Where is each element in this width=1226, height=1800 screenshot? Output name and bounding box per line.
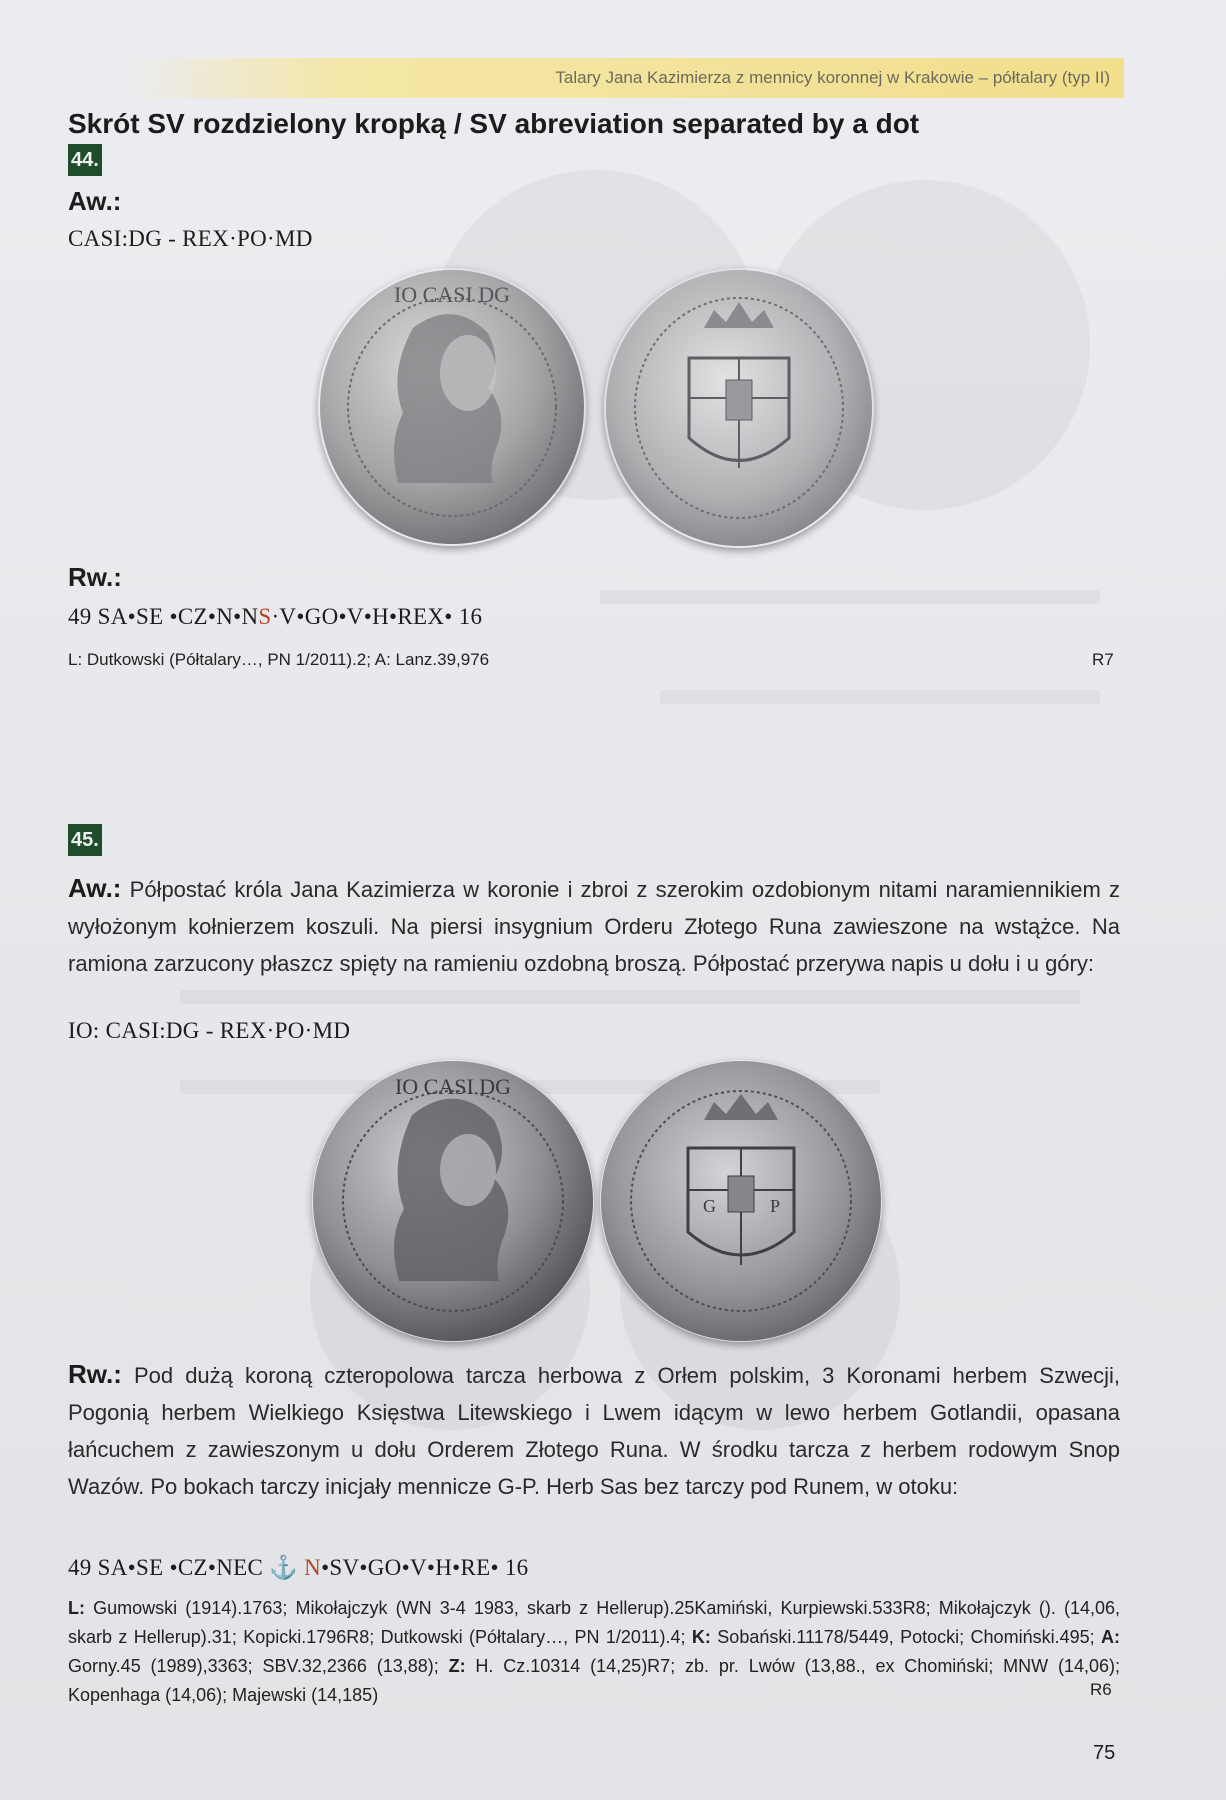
reverse-legend — [68, 604, 482, 630]
bleed-through-line — [180, 990, 1080, 1004]
running-header-text: Talary Jana Kazimierza z mennicy koronnej w Krakowie – półtalary (typ II) — [555, 68, 1110, 87]
svg-text:IO CASI DG: IO CASI DG — [394, 1074, 512, 1099]
section-title: Skrót SV rozdzielony kropką / SV abreviation separated by a dot — [68, 108, 920, 139]
ref-key-a: A: — [1100, 1627, 1120, 1647]
running-header — [128, 58, 1124, 98]
reverse-legend-start: 49 SA•SE •CZ•N•N — [68, 604, 259, 629]
ref-text-l: Gumowski (1914).1763; Mikołajczyk (WN 3-4 1983, skarb z Hellerup).25Kamiński, Kurpiewski.533R8; Mikołajczyk (). (14,06, skarb z Hellerup).31; Kopicki.1796R8; Dutkowski (Półtalary…, PN 1/2011).4; — [68, 1598, 1120, 1647]
item-number-badge: 45. — [68, 824, 102, 856]
bleed-through-line — [660, 690, 1100, 704]
ref-text-a: Gorny.45 (1989),3363; SBV.32,2366 (13,88); — [68, 1656, 449, 1676]
ref-key-k: K: — [691, 1627, 711, 1647]
ref-key-l: L: — [68, 1598, 85, 1618]
bleed-through-line — [600, 590, 1100, 604]
reverse-legend-highlight: N — [304, 1555, 322, 1580]
coin-obverse-image — [318, 268, 586, 546]
obverse-description — [68, 870, 1120, 982]
item-number-badge: 44. — [68, 144, 102, 176]
svg-text:G: G — [703, 1196, 716, 1216]
ref-text-z: H. Cz.10314 (14,25)R7; zb. pr. Lwów (13,88., ex Chomiński; MNW (14,06); Kopenhaga (14,06); Majewski (14,185) — [68, 1656, 1121, 1705]
references — [68, 1594, 1120, 1710]
page-number: 75 — [1093, 1742, 1116, 1764]
obverse-legend: IO: CASI:DG - REX·PO·MD — [68, 1018, 351, 1043]
obverse-legend: CASI:DG - REX·PO·MD — [68, 226, 313, 251]
references: L: Dutkowski (Półtalary…, PN 1/2011).2; A: Lanz.39,976 — [68, 650, 490, 669]
reverse-description-text: Pod dużą koroną czteropolowa tarcza herbowa z Orłem polskim, 3 Koronami herbem Szwecji, Pogonią herbem Wielkiego Księstwa Litewskiego i Lwem idącym w lewo herbem Gotlandii, opasana łańcuchem z zawieszonym u dołu Orderem Złotego Runa. W środku tarcza z herbem rodowym Snop Wazów. Po bokach tarczy inicjały mennicze G-P. Herb Sas bez tarczy pod Runem, w otoku: — [68, 1363, 1120, 1499]
reverse-legend-start: 49 SA•SE •CZ•NEC ⚓ — [68, 1555, 305, 1580]
reverse-legend-end: ·V•GO•V•H•REX• 16 — [271, 604, 483, 629]
reverse-description — [68, 1356, 1120, 1505]
obverse-label: Aw.: — [68, 873, 122, 903]
ref-text-k: Sobański.11178/5449, Potocki; Chomiński.495; — [710, 1627, 1101, 1647]
reverse-legend-end: •SV•GO•V•H•RE• 16 — [321, 1555, 529, 1580]
reverse-label: Rw.: — [68, 1359, 122, 1389]
coin-reverse-image — [600, 1060, 882, 1342]
reverse-legend — [68, 1554, 528, 1581]
reverse-legend-highlight: S — [258, 604, 272, 629]
rarity-grade: R7 — [1092, 650, 1114, 669]
rarity-grade: R6 — [1090, 1680, 1112, 1699]
coin-obverse-image — [312, 1060, 594, 1342]
obverse-description-text: Półpostać króla Jana Kazimierza w koronie i zbroi z szerokim ozdobionym nitami naramiennikiem z wyłożonym kołnierzem koszuli. Na piersi insygnium Orderu Złotego Runa zawieszone na wstążce. Na ramiona zarzucony płaszcz spięty na ramieniu ozdobną broszą. Półpostać przerywa napis u dołu i u góry: — [68, 877, 1120, 976]
ref-key-z: Z: — [448, 1656, 466, 1676]
svg-text:P: P — [770, 1196, 781, 1216]
svg-text:IO CASI DG: IO CASI DG — [393, 282, 511, 307]
reverse-label: Rw.: — [68, 562, 122, 592]
coin-reverse-image — [604, 268, 874, 548]
obverse-label: Aw.: — [68, 186, 122, 216]
